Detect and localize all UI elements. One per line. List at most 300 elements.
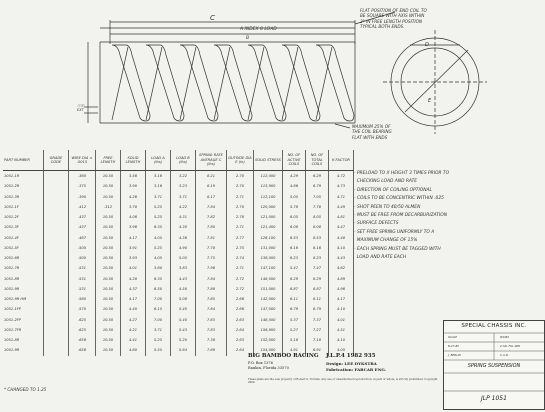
table-cell: 121,000 — [254, 212, 283, 222]
table-cell: .531 — [69, 263, 96, 273]
note-line: - COILS TO BE CONCENTRIC WITHIN .025 — [354, 196, 444, 202]
table-cell: 4.90 — [171, 243, 196, 253]
table-cell: 2.64 — [227, 325, 254, 335]
table-cell: 10.50 — [96, 222, 121, 232]
table-cell: 1051-2R — [3, 181, 44, 191]
table-cell: 7.78 — [196, 243, 227, 253]
table-cell: 7.88 — [196, 284, 227, 294]
table-cell: 6.87 — [283, 284, 306, 294]
table-cell: 138,000 — [254, 253, 283, 263]
table-cell: 2.70 — [227, 181, 254, 191]
table-cell: 5.08 — [171, 294, 196, 304]
note-end-coil: FLAT POSITION OF END COIL TO BE SQUARE WITH AXIS WITHIN 2° IN FREE LENGTH POSITION TYPICAL BOTH ENDS. — [360, 8, 427, 29]
table-cell: 7.65 — [196, 294, 227, 304]
table-cell: 2.72 — [227, 284, 254, 294]
dim-ext-label: ⓐⓑ EXT — [77, 104, 84, 113]
table-row — [3, 304, 354, 314]
table-cell: 4.41 — [121, 335, 146, 345]
table-cell: .312 — [96, 202, 121, 212]
table-cell: 4.10 — [329, 304, 354, 314]
table-cell: 1051-7R — [3, 263, 44, 273]
dim-c-label: C — [210, 14, 215, 22]
table-cell: 7.96 — [196, 263, 227, 273]
table-cell: 10.50 — [96, 263, 121, 273]
table-cell: 6.05 — [283, 212, 306, 222]
table-cell: 8.79 — [306, 304, 329, 314]
note-line: - SET FREE SPRING UNIFORMLY TO A — [354, 229, 435, 235]
table-cell: 8.16 — [306, 243, 329, 253]
table-cell: 3.90 — [121, 181, 146, 191]
company-address-1: P.O. Box 1376 — [248, 361, 273, 365]
column-header: GRADE CODE — [44, 150, 69, 171]
table-cell: 7.00 — [146, 315, 171, 325]
table-cell: 4.10 — [329, 335, 354, 345]
table-cell: 4.40 — [121, 304, 146, 314]
table-cell: .656 — [69, 335, 96, 345]
table-cell — [44, 335, 69, 345]
table-cell: 4.17 — [121, 294, 146, 304]
table-cell: 3.78 — [121, 202, 146, 212]
table-cell: 1051-7FR — [3, 325, 44, 335]
table-row — [3, 212, 354, 222]
table-cell: 7.81 — [196, 233, 227, 243]
title-block-r2c1: B-27-82 — [448, 344, 460, 348]
table-cell: 4.43 — [329, 253, 354, 263]
table-cell: 7.63 — [196, 315, 227, 325]
table-cell: 4.81 — [329, 212, 354, 222]
table-cell: .656 — [69, 345, 96, 355]
table-cell: 4.10 — [329, 243, 354, 253]
table-cell: 4.60 — [121, 345, 146, 355]
table-cell: 4.50 — [171, 284, 196, 294]
table-row — [3, 263, 354, 273]
table-cell: 7.64 — [196, 304, 227, 314]
table-cell: 6.29 — [306, 171, 329, 182]
table-cell: 7.38 — [196, 335, 227, 345]
table-cell: 148,500 — [254, 315, 283, 325]
table-cell: 2.63 — [227, 315, 254, 325]
table-cell: 8.29 — [306, 274, 329, 284]
table-row — [3, 335, 354, 345]
table-cell: 4.66 — [283, 181, 306, 191]
company-address-2: Rankin, Florida 33570 — [248, 366, 289, 370]
column-header: SOLID STRESS — [254, 150, 283, 171]
table-cell: 8.23 — [306, 253, 329, 263]
table-cell: 8.21 — [196, 171, 227, 182]
table-cell: 4.47 — [329, 222, 354, 232]
table-cell: 5.37 — [283, 315, 306, 325]
table-cell: 4.73 — [329, 181, 354, 191]
table-cell: 6.53 — [283, 233, 306, 243]
table-cell: 7.00 — [146, 294, 171, 304]
table-cell: .625 — [69, 325, 96, 335]
table-cell: 7.18 — [306, 335, 329, 345]
table-cell: 1051-2F — [3, 212, 44, 222]
table-row — [3, 233, 354, 243]
table-cell: 1051-8R — [3, 335, 44, 345]
table-row — [3, 284, 354, 294]
table-cell: 4.22 — [171, 202, 196, 212]
table-cell: 156,800 — [254, 325, 283, 335]
table-cell: 1051-6R — [3, 253, 44, 263]
table-cell: 4.17 — [121, 233, 146, 243]
table-cell: 4.72 — [329, 171, 354, 182]
table-cell: .500 — [69, 243, 96, 253]
drawing-number: JLP 1051 — [481, 395, 507, 402]
dim-b-label: B — [246, 36, 250, 41]
table-row — [3, 253, 354, 263]
table-cell: 5.27 — [283, 325, 306, 335]
table-cell: 5.25 — [146, 243, 171, 253]
table-cell: 7.84 — [196, 274, 227, 284]
table-cell: 5.05 — [171, 253, 196, 263]
table-cell: 2.77 — [227, 233, 254, 243]
table-cell: 112,000 — [254, 171, 283, 182]
table-cell — [44, 243, 69, 253]
column-header: K FACTOR — [329, 150, 354, 171]
note-line: CHECKING LOAD AND RATE — [354, 179, 418, 185]
table-row — [3, 294, 354, 304]
note-line: - EACH SPRING MUST BE TAGGED WITH — [354, 246, 441, 252]
table-cell: 3.71 — [171, 192, 196, 202]
title-block-r3c2: C.A.D. — [500, 353, 509, 357]
table-cell: .437 — [69, 222, 96, 232]
table-row — [3, 192, 354, 202]
table-cell: 8.17 — [196, 192, 227, 202]
column-header: LOAD A (lbs) — [146, 150, 171, 171]
table-cell: 2.75 — [227, 243, 254, 253]
table-cell: 3.71 — [146, 325, 171, 335]
table-cell: 148,500 — [254, 274, 283, 284]
table-cell: 4.21 — [121, 325, 146, 335]
table-row — [3, 171, 354, 182]
table-cell: 3.56 — [121, 171, 146, 182]
table-cell: 7.47 — [306, 263, 329, 273]
table-cell: 4.06 — [121, 212, 146, 222]
table-cell: 2.70 — [227, 171, 254, 182]
table-cell: 7.84 — [196, 202, 227, 212]
table-cell: 4.96 — [329, 284, 354, 294]
table-cell: 5.55 — [146, 345, 171, 355]
spring-spec-table — [3, 150, 354, 356]
table-cell: 112,100 — [254, 192, 283, 202]
column-header: FREE LENGTH — [96, 150, 121, 171]
table-cell: 7.83 — [196, 325, 227, 335]
table-cell: 6.91 — [306, 345, 329, 355]
table-cell: 4.37 — [121, 284, 146, 294]
table-cell — [44, 233, 69, 243]
table-cell: 7.75 — [196, 253, 227, 263]
table-cell: 5.20 — [171, 335, 196, 345]
table-cell: 147,100 — [254, 263, 283, 273]
table-cell: 2.72 — [227, 274, 254, 284]
table-cell: .570 — [69, 304, 96, 314]
table-row — [3, 202, 354, 212]
table-cell: 6.23 — [283, 253, 306, 263]
table-cell: 5.25 — [146, 335, 171, 345]
title-block-r1c1: SCALE — [448, 335, 457, 339]
table-cell: 3.71 — [146, 192, 171, 202]
table-cell: 1051-1R — [3, 171, 44, 182]
table-cell: 142,000 — [254, 294, 283, 304]
table-cell: 4.28 — [121, 274, 146, 284]
table-cell: 10.50 — [96, 304, 121, 314]
table-row — [3, 274, 354, 284]
table-cell: 1051-9R — [3, 345, 44, 355]
table-cell: 8.53 — [306, 233, 329, 243]
table-cell: 3.16 — [146, 171, 171, 182]
dim-d-label: D — [425, 42, 429, 48]
column-header: NO. OF ACTIVE COILS — [283, 150, 306, 171]
fabrication-credit: Fabrication: FABCAR ENG. — [326, 367, 387, 372]
table-cell — [44, 171, 69, 182]
note-line: MAXIMUM CHANGE OF 15% — [354, 238, 418, 244]
company-name: BIG BAMBOO RACING — [248, 353, 319, 359]
spring-drawing — [0, 0, 545, 150]
dim-e-label: E — [428, 98, 432, 104]
drawing-title: SPRING SUSPENSION — [467, 363, 521, 369]
table-cell: 2.71 — [227, 192, 254, 202]
table-cell: 6.35 — [146, 222, 171, 232]
table-cell: 4.51 — [329, 325, 354, 335]
table-cell — [44, 294, 69, 304]
table-cell: 5.78 — [283, 202, 306, 212]
table-cell: .412 — [69, 202, 96, 212]
table-cell: 2.63 — [227, 335, 254, 345]
table-cell: 10.50 — [96, 335, 121, 345]
table-cell: 10.50 — [96, 233, 121, 243]
table-cell: 10.50 — [96, 315, 121, 325]
table-cell: 10.50 — [96, 274, 121, 284]
table-cell: 1051-9R HM — [3, 294, 44, 304]
table-row — [3, 315, 354, 325]
column-header: SPRING RATE AVERAGE C (lbs) — [196, 150, 227, 171]
table-cell: 2.78 — [227, 212, 254, 222]
table-cell: .375 — [69, 181, 96, 191]
table-cell: 4.29 — [283, 171, 306, 182]
table-cell — [44, 263, 69, 273]
table-cell: 1051-1F — [3, 202, 44, 212]
table-cell: 2.71 — [227, 222, 254, 232]
table-cell: 4.17 — [329, 294, 354, 304]
table-cell: 10.50 — [96, 325, 121, 335]
table-cell — [44, 181, 69, 191]
table-cell: 4.71 — [329, 192, 354, 202]
disclaimer: These plans are the sole property of Robert S. Tortolla. Any use or unauthorized reproduction, in part or whole, is strictly prohibited. Copyright 2004 — [248, 378, 438, 385]
table-cell — [44, 212, 69, 222]
table-cell — [44, 222, 69, 232]
table-cell: 10.50 — [96, 243, 121, 253]
spec-line: J.L.P.4 1982 935 — [326, 353, 376, 359]
table-cell: 4.48 — [329, 233, 354, 243]
table-cell — [44, 202, 69, 212]
table-row — [3, 243, 354, 253]
table-cell: 3.96 — [121, 222, 146, 232]
note-line: - SHOT PEEN TO 40/50 ALMEN — [354, 204, 421, 210]
table-cell: .437 — [69, 212, 96, 222]
table-cell: 1051-4F — [3, 233, 44, 243]
table-cell: 3.91 — [121, 243, 146, 253]
table-cell: 5.43 — [171, 325, 196, 335]
table-cell: 7.05 — [306, 192, 329, 202]
column-header: PART NUMBER — [3, 150, 44, 171]
table-cell: 1051-2FP — [3, 315, 44, 325]
table-cell: 8.19 — [196, 181, 227, 191]
table-cell: 113,900 — [254, 181, 283, 191]
table-cell: 7.69 — [196, 345, 227, 355]
table-cell: 4.27 — [121, 315, 146, 325]
table-cell: 7.37 — [306, 315, 329, 325]
table-row — [3, 325, 354, 335]
table-cell: 6.79 — [306, 181, 329, 191]
design-credit: Design: LEE DYKSTRA — [326, 361, 377, 366]
table-cell: 10.50 — [96, 294, 121, 304]
table-cell: 4.49 — [329, 202, 354, 212]
table-cell — [44, 315, 69, 325]
table-cell: 1051-9R — [3, 284, 44, 294]
table-cell: 3.60 — [146, 263, 171, 273]
table-cell: 6.15 — [146, 304, 171, 314]
table-cell: 10.50 — [96, 171, 121, 182]
column-header: WIRE DIA ± .0015 — [69, 150, 96, 171]
table-cell: 1051-1FP — [3, 304, 44, 314]
table-cell: 2.74 — [227, 253, 254, 263]
table-cell: 10.50 — [96, 212, 121, 222]
table-cell: 1051-3R — [3, 192, 44, 202]
table-cell: 6.79 — [283, 304, 306, 314]
table-cell: 2.70 — [227, 202, 254, 212]
table-header-row — [3, 150, 354, 171]
table-cell: 3.83 — [171, 263, 196, 273]
column-header: LOAD B (lbs) — [171, 150, 196, 171]
table-cell: .531 — [69, 284, 96, 294]
table-cell: 8.08 — [306, 222, 329, 232]
table-cell: 4.26 — [121, 192, 146, 202]
table-cell: 10.50 — [96, 253, 121, 263]
table-cell: 5.64 — [171, 345, 196, 355]
table-cell: 4.43 — [171, 274, 196, 284]
table-cell: 10.50 — [96, 192, 121, 202]
table-cell: 120,000 — [254, 202, 283, 212]
table-cell — [44, 192, 69, 202]
table-cell: 6.08 — [283, 222, 306, 232]
table-cell: 2.66 — [227, 294, 254, 304]
note-line: - PRELOAD TO X HEIGHT 3 TIMES PRIOR TO — [354, 171, 450, 176]
table-cell: 152,000 — [254, 335, 283, 345]
table-cell: 131,000 — [254, 243, 283, 253]
table-cell: 4.05 — [329, 345, 354, 355]
table-cell: 154,000 — [254, 345, 283, 355]
table-cell: 151,000 — [254, 284, 283, 294]
column-header: SOLID LENGTH — [121, 150, 146, 171]
note-line: LOAD AND RATE EACH — [354, 255, 407, 261]
table-cell: 6.29 — [283, 274, 306, 284]
note-line: - MUST BE FREE FROM DECARBURIZATION — [354, 213, 448, 219]
table-cell — [44, 274, 69, 284]
table-cell: .467 — [69, 233, 96, 243]
note-line: - SURFACE DEFECTS — [354, 221, 399, 227]
table-cell: 5.25 — [146, 202, 171, 212]
table-cell: 3.23 — [171, 181, 196, 191]
table-row — [3, 222, 354, 232]
table-cell: 4.36 — [171, 233, 196, 243]
table-cell: 5.40 — [171, 304, 196, 314]
table-cell — [44, 325, 69, 335]
table-footnote: * CHANGED TO 1.25 — [4, 387, 47, 392]
table-cell — [44, 253, 69, 263]
table-cell: 6.35 — [146, 274, 171, 284]
table-cell: .531 — [69, 274, 96, 284]
table-cell: 121,400 — [254, 222, 283, 232]
table-cell: 10.50 — [96, 284, 121, 294]
table-cell: 6.11 — [283, 294, 306, 304]
table-cell: 5.25 — [146, 212, 171, 222]
title-block-r2c2: 2 GR. FUL SPR — [500, 344, 521, 348]
title-block-company: SPECIAL CHASSIS INC. — [461, 323, 527, 329]
table-cell: 3.93 — [121, 253, 146, 263]
title-block — [443, 320, 545, 410]
table-cell: 7.80 — [196, 222, 227, 232]
table-cell: .560 — [69, 294, 96, 304]
table-row — [3, 181, 354, 191]
table-cell: 8.05 — [306, 212, 329, 222]
table-cell: 4.91 — [283, 345, 306, 355]
table-cell: 4.01 — [121, 263, 146, 273]
table-cell: 7.27 — [306, 325, 329, 335]
table-cell: 8.11 — [306, 294, 329, 304]
column-header: OUTSIDE DIA E (in) — [227, 150, 254, 171]
table-cell: 5.18 — [283, 335, 306, 345]
table-cell: 2.71 — [227, 263, 254, 273]
table-cell: 3.16 — [146, 181, 171, 191]
table-cell: .500 — [69, 253, 96, 263]
note-line: - DIRECTION OF COILING OPTIONAL — [354, 187, 432, 193]
table-cell: 126,100 — [254, 233, 283, 243]
table-cell: 2.66 — [227, 304, 254, 314]
table-cell: 3.22 — [171, 171, 196, 182]
table-cell: 7.78 — [306, 202, 329, 212]
table-cell: 10.50 — [96, 345, 121, 355]
table-cell — [44, 345, 69, 355]
table-cell: 8.87 — [306, 284, 329, 294]
table-cell: 1051-8R — [3, 274, 44, 284]
table-cell: 6.16 — [283, 243, 306, 253]
table-cell: 1051-3F — [3, 222, 44, 232]
table-cell: .390 — [69, 192, 96, 202]
table-cell: 4.30 — [171, 222, 196, 232]
title-block-r3c1: J. BERLIN — [448, 353, 461, 357]
table-cell: 5.05 — [283, 192, 306, 202]
table-cell: 5.47 — [283, 263, 306, 273]
table-cell: 147,000 — [254, 304, 283, 314]
table-cell: 10.50 — [96, 181, 121, 191]
table-cell: 4.89 — [329, 274, 354, 284]
column-header: NO. OF TOTAL COILS — [306, 150, 329, 171]
dim-a-label: A INDEX 8 LOAD — [240, 27, 277, 32]
table-cell: 1051-5F — [3, 243, 44, 253]
table-cell: 4.05 — [146, 253, 171, 263]
table-cell: 4.01 — [329, 315, 354, 325]
table-cell: .360 — [69, 171, 96, 182]
table-cell: 7.82 — [196, 212, 227, 222]
note-bearing-flat: MAXIMUM 25% OF THE COIL BEARING FLAT WITH ENDS — [352, 124, 392, 140]
table-cell: 4.05 — [146, 233, 171, 243]
general-notes — [354, 170, 449, 262]
table-cell — [44, 284, 69, 294]
table-cell: 6.50 — [146, 284, 171, 294]
title-block-r1c2: 8/3/82 — [500, 335, 510, 339]
table-cell: 5.40 — [171, 315, 196, 325]
